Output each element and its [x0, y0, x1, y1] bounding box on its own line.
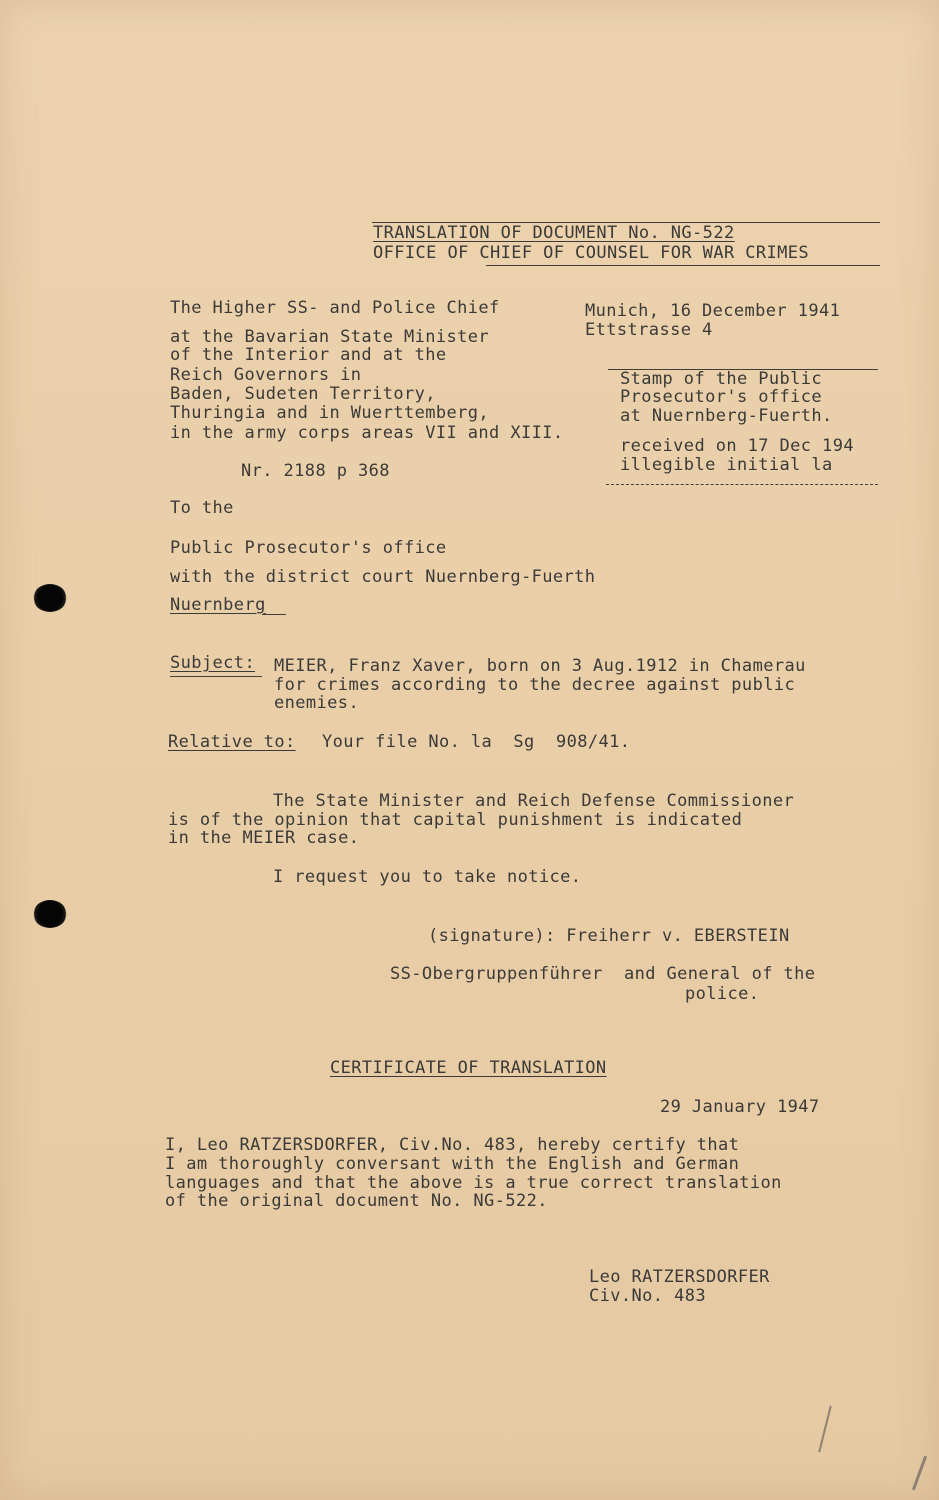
stamp-received: received on 17 Dec 194: [620, 436, 854, 456]
subject-underline-ext: [170, 676, 262, 677]
recipient-to: To the: [170, 498, 234, 518]
request-line: I request you to take notice.: [273, 867, 582, 887]
stamp-line: Prosecutor's office: [620, 387, 823, 407]
sender-line: in the army corps areas VII and XIII.: [170, 423, 564, 443]
recipient-city: Nuernberg: [170, 595, 266, 615]
punch-hole-top: [33, 584, 67, 612]
signature-rank-2: police.: [685, 984, 760, 1004]
certificate-line: languages and that the above is a true correct translation: [165, 1173, 782, 1193]
pencil-mark: [818, 1405, 832, 1452]
street-address: Ettstrasse 4: [585, 320, 713, 340]
certificate-line: I, Leo RATZERSDORFER, Civ.No. 483, hereby certify that: [165, 1135, 740, 1155]
place-date: Munich, 16 December 1941: [585, 301, 841, 321]
body-line: The State Minister and Reich Defense Commissioner: [273, 791, 795, 811]
reference-number: Nr. 2188 p 368: [241, 461, 390, 481]
stamp-initial: illegible initial la: [620, 455, 833, 475]
recipient-line: Public Prosecutor's office: [170, 538, 447, 558]
signature-line: (signature): Freiherr v. EBERSTEIN: [428, 926, 790, 946]
relative-text: Your file No. la Sg 908/41.: [322, 732, 631, 752]
city-underline-ext: [262, 614, 286, 615]
sender-line: Baden, Sudeten Territory,: [170, 384, 436, 404]
certificate-date: 29 January 1947: [660, 1097, 820, 1117]
office-title: OFFICE OF CHIEF OF COUNSEL FOR WAR CRIMES: [373, 243, 810, 263]
header-bottom-rule: [486, 265, 880, 266]
sender-line: Reich Governors in: [170, 365, 362, 385]
subject-line: for crimes according to the decree against public: [274, 675, 796, 695]
stamp-bottom-rule: [606, 484, 878, 485]
body-line: is of the opinion that capital punishment is indicated: [168, 810, 743, 830]
sender-line: at the Bavarian State Minister: [170, 327, 490, 347]
body-line: in the MEIER case.: [168, 828, 360, 848]
sender-line: The Higher SS- and Police Chief: [170, 298, 500, 318]
subject-line: MEIER, Franz Xaver, born on 3 Aug.1912 in Chamerau: [274, 656, 806, 676]
recipient-line: with the district court Nuernberg-Fuerth: [170, 567, 596, 587]
document-title: TRANSLATION OF DOCUMENT No. NG-522: [373, 223, 735, 243]
translator-civno: Civ.No. 483: [589, 1286, 706, 1306]
certificate-line: I am thoroughly conversant with the English and German: [165, 1154, 740, 1174]
stamp-line: Stamp of the Public: [620, 369, 823, 389]
relative-label: Relative to:: [168, 732, 296, 752]
subject-label: Subject:: [170, 653, 256, 673]
pencil-mark: [912, 1456, 927, 1491]
sender-line: Thuringia and in Wuerttemberg,: [170, 403, 490, 423]
certificate-line: of the original document No. NG-522.: [165, 1191, 548, 1211]
translator-name: Leo RATZERSDORFER: [589, 1267, 770, 1287]
signature-rank: SS-Obergruppenführer and General of the: [390, 964, 816, 984]
stamp-line: at Nuernberg-Fuerth.: [620, 406, 833, 426]
punch-hole-bottom: [33, 900, 67, 928]
subject-line: enemies.: [274, 693, 360, 713]
sender-line: of the Interior and at the: [170, 345, 447, 365]
certificate-title: CERTIFICATE OF TRANSLATION: [330, 1058, 607, 1078]
